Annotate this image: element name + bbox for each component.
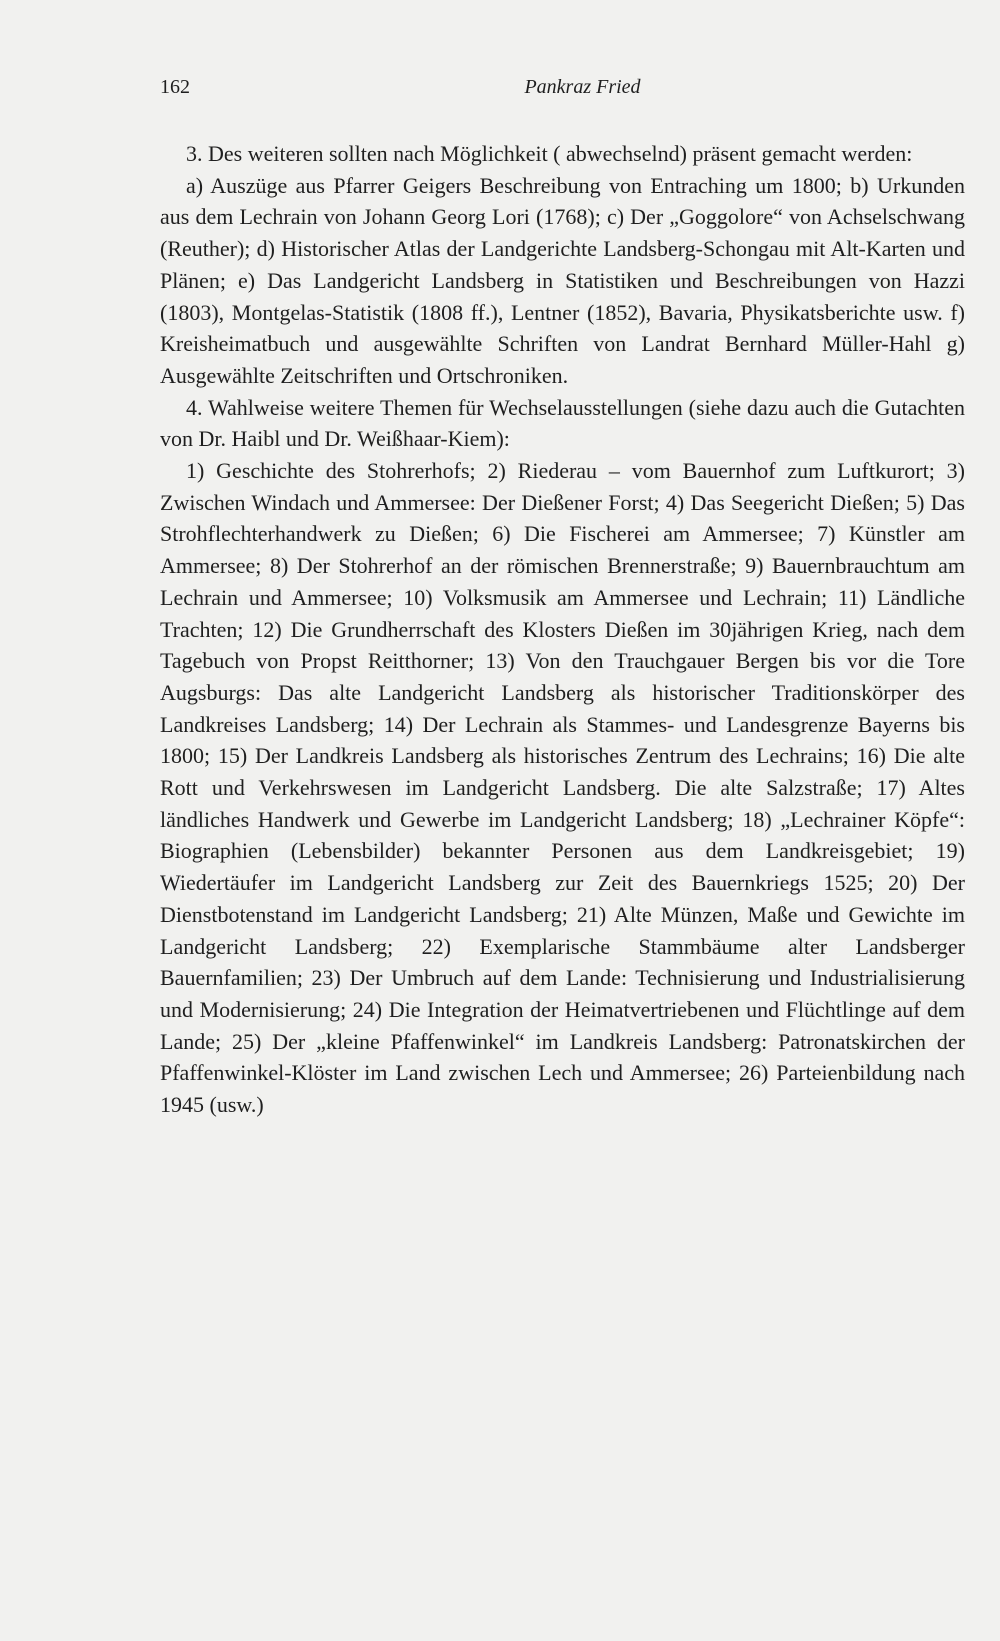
paragraph-point-4: 4. Wahlweise weitere Themen für Wechselausstellungen (siehe dazu auch die Gutachten von Dr. Haibl und Dr. Weißhaar-Kiem): [160,394,965,452]
page-number: 162 [160,76,190,98]
paragraph-point-3-list: a) Auszüge aus Pfarrer Geigers Beschreibung von Entraching um 1800; b) Urkunden aus dem Lechrain von Johann Georg Lori (1768); c) Der „Goggolore“ von Achselschwang (Reuther); d) Historischer Atlas der Landgerichte Landsberg-Schongau mit Alt-Karten und Plänen; e) Das Landgericht Landsberg in Statistiken und Beschreibungen von Hazzi (1803), Montgelas-Statistik (1808 ff.), Lentner (1852), Bavaria, Physikatsberichte usw. f) Kreisheimatbuch und ausgewählte Schriften von Landrat Bernhard Müller-Hahl g) Ausgewählte Zeitschriften und Ortschroniken. [160,172,965,388]
running-title: Pankraz Fried [524,76,641,98]
body-text [160,138,965,1121]
paragraph-point-4-list: 1) Geschichte des Stohrerhofs; 2) Riederau – vom Bauernhof zum Luftkurort; 3) Zwischen Windach und Ammersee: Der Dießener Forst; 4) Das Seegericht Dießen; 5) Das Strohflechterhandwerk zu Dießen; 6) Die Fischerei am Ammersee; 7) Künstler am Ammersee; 8) Der Stohrerhof an der römischen Brennerstraße; 9) Bauernbrauchtum am Lechrain und Ammersee; 10) Volksmusik am Ammersee und Lechrain; 11) Ländliche Trachten; 12) Die Grundherrschaft des Klosters Dießen im 30jährigen Krieg, nach dem Tagebuch von Propst Reitthorner; 13) Von den Trauchgauer Bergen bis vor die Tore Augsburgs: Das alte Landgericht Landsberg als historischer Traditionskörper des Landkreises Landsberg; 14) Der Lechrain als Stammes- und Landesgrenze Bayerns bis 1800; 15) Der Landkreis Landsberg als historisches Zentrum des Lechrains; 16) Die alte Rott und Verkehrswesen im Landgericht Landsberg. Die alte Salzstraße; 17) Altes ländliches Handwerk und Gewerbe im Landgericht Landsberg; 18) „Lechrainer Köpfe“: Biographien (Lebensbilder) bekannter Personen aus dem Landkreisgebiet; 19) Wiedertäufer im Landgericht Landsberg zur Zeit des Bauernkriegs 1525; 20) Der Dienstbotenstand im Landgericht Landsberg; 21) Alte Münzen, Maße und Gewichte im Landgericht Landsberg; 22) Exemplarische Stammbäume alter Landsberger Bauernfamilien; 23) Der Umbruch auf dem Lande: Technisierung und Industrialisierung und Modernisierung; 24) Die Integration der Heimatvertriebenen und Flüchtlinge auf dem Lande; 25) Der „kleine Pfaffenwinkel“ im Landkreis Landsberg: Patronatskirchen der Pfaffenwinkel-Klöster im Land zwischen Lech und Ammersee; 26) Parteienbildung nach 1945 (usw.) [160,458,965,1118]
paragraph-point-3: 3. Des weiteren sollten nach Möglichkeit ( abwechselnd) präsent gemacht werden: [186,141,913,166]
running-head [160,76,965,106]
